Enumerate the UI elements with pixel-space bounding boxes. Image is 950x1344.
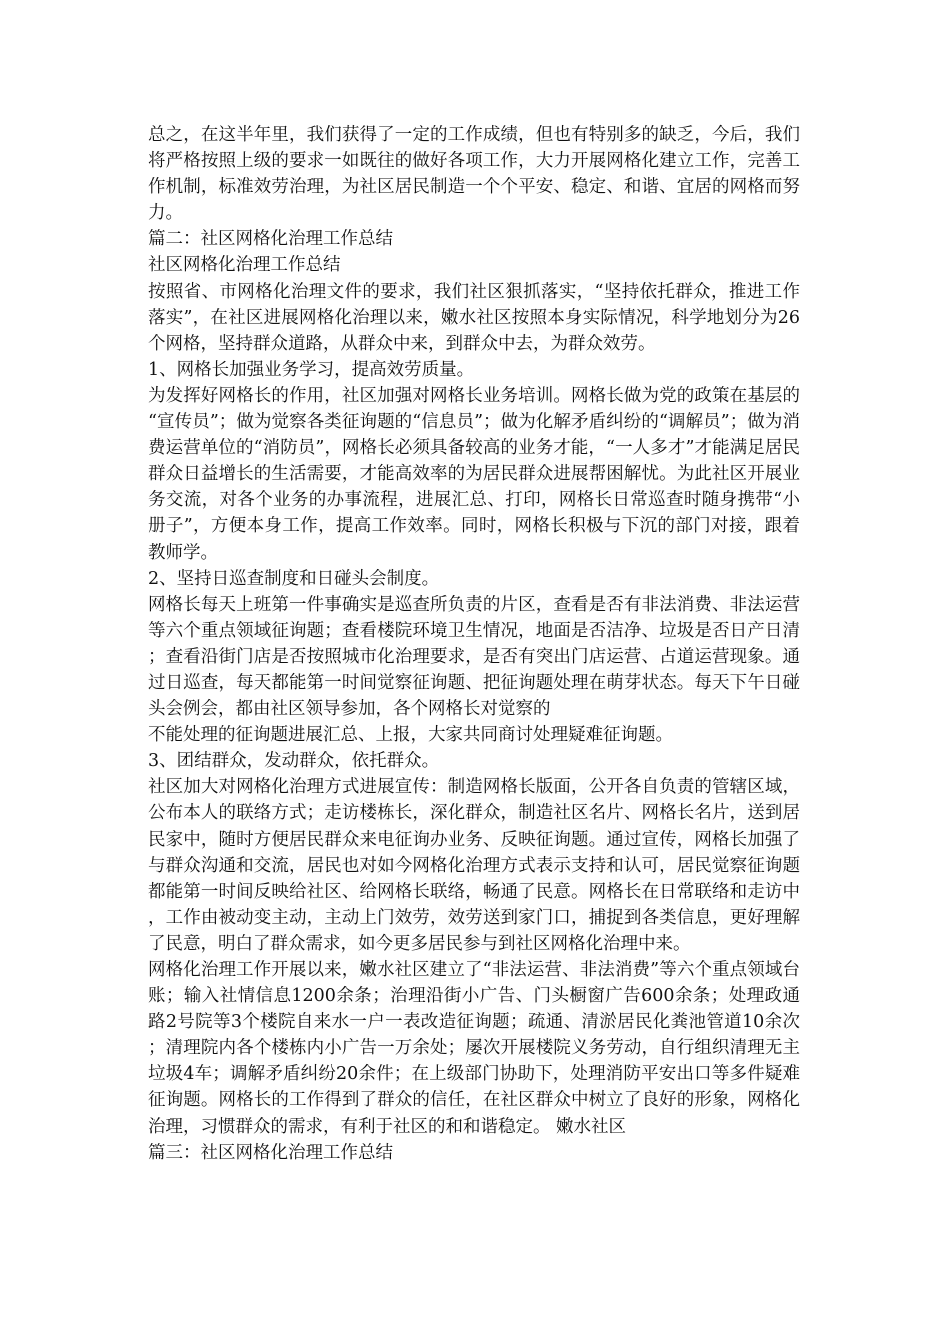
subheading-3: 3、团结群众，发动群众，依托群众。 (148, 751, 440, 772)
paragraph-patrol-continued: 不能处理的征询题进展汇总、上报，大家共同商讨处理疑难征询题。 (148, 725, 673, 746)
section-heading-part-two: 篇二：社区网格化治理工作总结 (148, 229, 393, 250)
subheading-1: 1、网格长加强业务学习，提高效劳质量。 (148, 359, 475, 380)
section-heading-part-three: 篇三：社区网格化治理工作总结 (148, 1142, 393, 1163)
paragraph-summary: 总之，在这半年里，我们获得了一定的工作成绩，但也有特别多的缺乏，今后，我们将严格按照上级的要求一如既往的做好各项工作，大力开展网格化建立工作，完善工作机制，标准效劳治理，为社区居民制造一个个平安、稳定、和谐、宜居的网格而努力。 (148, 125, 800, 224)
document-body (148, 122, 800, 1166)
paragraph-training: 为发挥好网格长的作用，社区加强对网格长业务培训。网格长做为党的政策在基层的“宣传员”；做为觉察各类征询题的“信息员”；做为化解矛盾纠纷的“调解员”；做为消费运营单位的“消防员”，网格长必须具备较高的业务才能，“一人多才”才能满足居民群众日益增长的生活需要，才能高效率的为居民群众进展帮困解忧。为此社区开展业务交流，对各个业务的办事流程，进展汇总、打印，网格长日常巡查时随身携带“小册子”，方便本身工作，提高工作效率。同时，网格长积极与下沉的部门对接，跟着教师学。 (148, 385, 800, 563)
subheading-2: 2、坚持日巡查制度和日碰头会制度。 (148, 568, 440, 589)
paragraph-intro: 按照省、市网格化治理文件的要求，我们社区狠抓落实，“坚持依托群众，推进工作落实”，在社区进展网格化治理以来，嫩水社区按照本身实际情况，科学地划分为26个网格，坚持群众道路，从群众中来，到群众中去，为群众效劳。 (148, 281, 800, 354)
paragraph-publicity: 社区加大对网格化治理方式进展宣传：制造网格长版面，公开各自负责的管辖区域，公布本人的联络方式；走访楼栋长，深化群众，制造社区名片、网格长名片，送到居民家中，随时方便居民群众来电征询办业务、反映征询题。通过宣传，网格长加强了与群众沟通和交流，居民也对如今网格化治理方式表示支持和认可，居民觉察征询题都能第一时间反映给社区、给网格长联络，畅通了民意。网格长在日常联络和走访中，工作由被动变主动，主动上门效劳，效劳送到家门口，捕捉到各类信息，更好理解了民意，明白了群众需求，如今更多居民参与到社区网格化治理中来。 (148, 777, 800, 954)
paragraph-achievements: 网格化治理工作开展以来，嫩水社区建立了“非法运营、非法消费”等六个重点领域台账；输入社情信息1200余条；治理沿街小广告、门头橱窗广告600余条；处理政通路2号院等3个楼院自来水一户一表改造征询题；疏通、清淤居民化粪池管道10余次；清理院内各个楼栋内小广告一万余处；屡次开展楼院义务劳动，自行组织清理无主垃圾4车；调解矛盾纠纷20余件；在上级部门协助下，处理消防平安出口等多件疑难征询题。网格长的工作得到了群众的信任，在社区群众中树立了良好的形象，网格化治理，习惯群众的需求，有利于社区的和和谐稳定。 嫩水社区 (148, 960, 800, 1137)
document-title: 社区网格化治理工作总结 (148, 255, 341, 276)
paragraph-patrol: 网格长每天上班第一件事确实是巡查所负责的片区，查看是否有非法消费、非法运营等六个重点领域征询题；查看楼院环境卫生情况，地面是否洁净、垃圾是否日产日清；查看沿街门店是否按照城市化治理要求，是否有突出门店运营、占道运营现象。通过日巡查，每天都能第一时间觉察征询题、把征询题处理在萌芽状态。每天下午日碰头会例会，都由社区领导参加，各个网格长对觉察的 (148, 594, 800, 720)
